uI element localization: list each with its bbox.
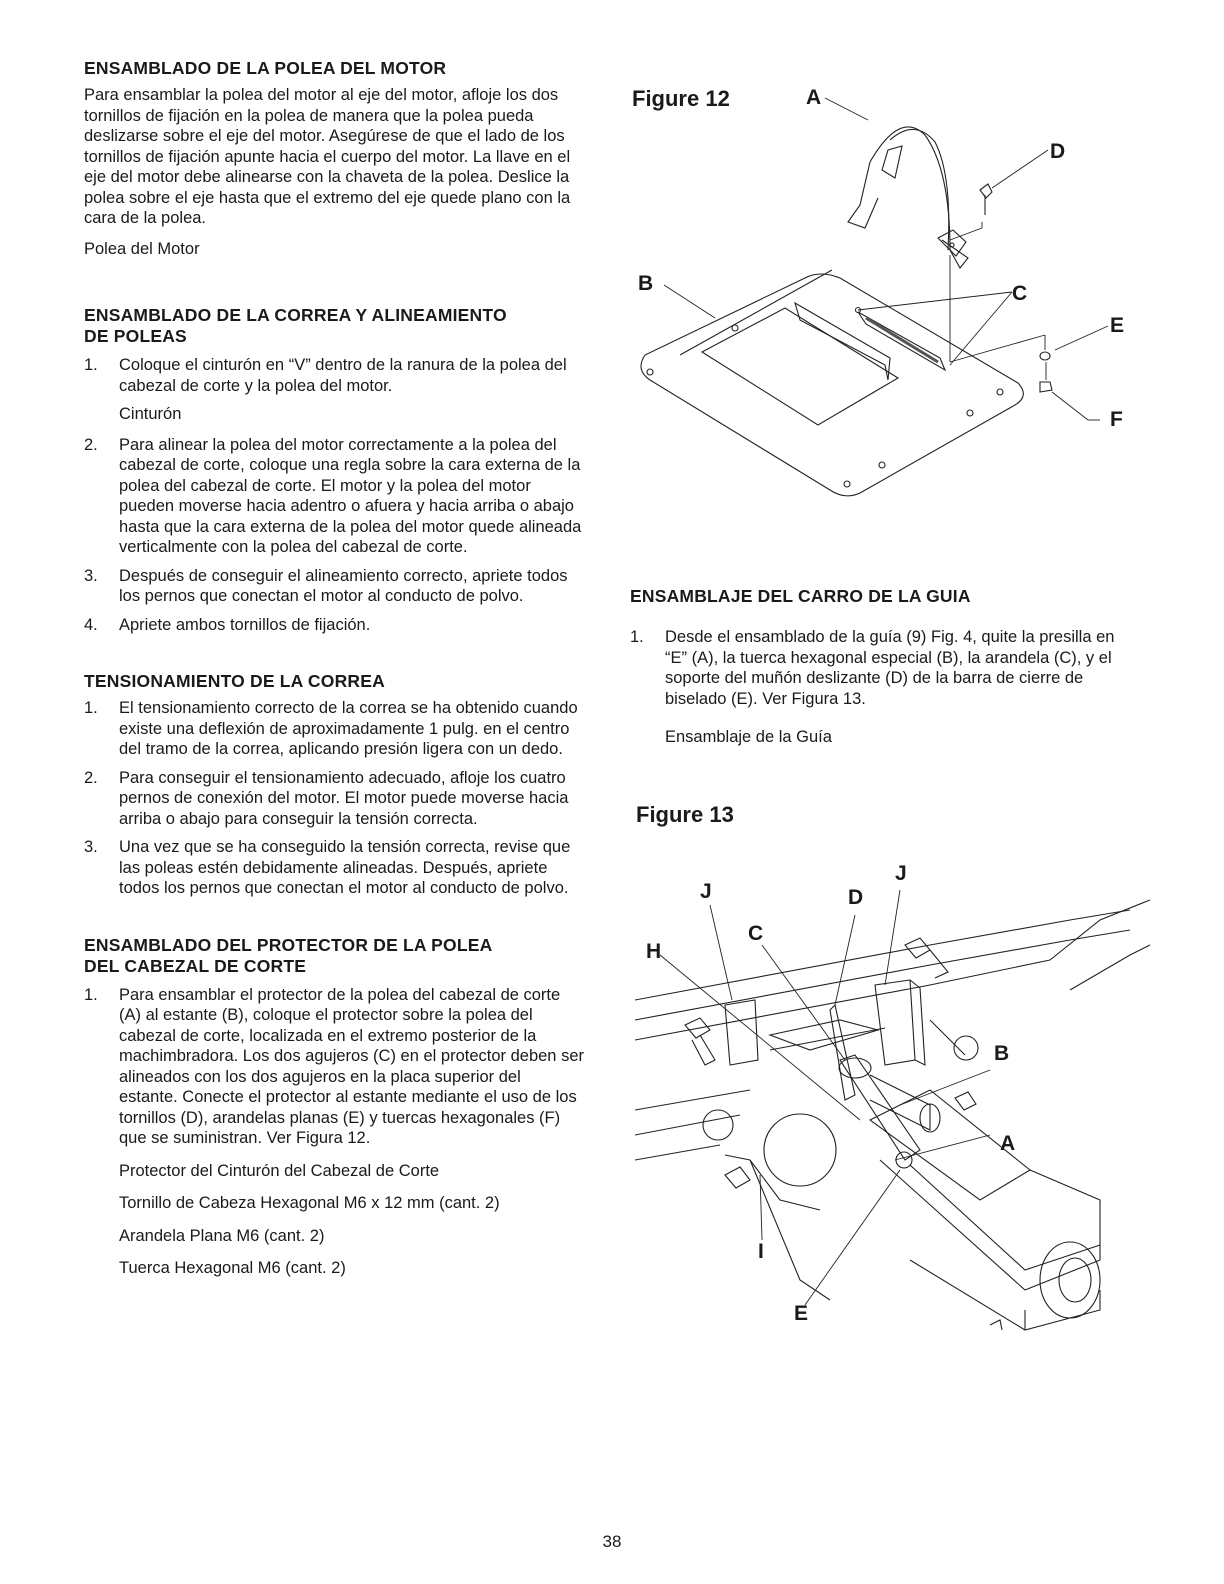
belt-tension-steps bbox=[84, 698, 584, 899]
left-column bbox=[84, 58, 584, 1291]
guard-title-line1: ENSAMBLADO DEL PROTECTOR DE LA POLEA bbox=[84, 934, 493, 955]
figure-12-callout-f: F bbox=[1110, 408, 1123, 431]
figure-13-title: Figure 13 bbox=[636, 802, 734, 827]
guard-steps bbox=[84, 985, 584, 1149]
guard-part-4: Tuerca Hexagonal M6 (cant. 2) bbox=[119, 1259, 346, 1277]
guard-part-3: Arandela Plana M6 (cant. 2) bbox=[119, 1226, 325, 1245]
list-item: 2. Para alinear la polea del motor correctamente a la polea del cabezal de corte, coloque una regla sobre la cara externa de la polea del cabezal de corte. El motor y la polea del motor pueden moverse hacia adentro o afuera y hacia arriba o abajo hasta que la cara externa de la polea del motor quede alineada verticalmente con la polea del cabezal de corte. bbox=[84, 435, 582, 556]
figure-13-callout-i: I bbox=[758, 1240, 764, 1263]
figure-12-callout-d: D bbox=[1050, 140, 1066, 163]
list-item: 1. Desde el ensamblado de la guía (9) Fig. 4, quite la presilla en “E” (A), la tuerca hexagonal especial (B), la arandela (C), y el soporte del muñón deslizante (D) de la barra de cierre de biselado (E). Ver Figura 13. bbox=[630, 628, 1115, 708]
section-title-motor-pulley: ENSAMBLADO DE LA POLEA DEL MOTOR bbox=[84, 58, 447, 78]
motor-pulley-part-label: Polea del Motor bbox=[84, 239, 200, 258]
section-title-belt-alignment bbox=[84, 305, 584, 347]
fence-carriage-steps bbox=[630, 627, 1130, 709]
belt-alignment-title-line2: DE POLEAS bbox=[84, 326, 187, 346]
list-item: 1. El tensionamiento correcto de la correa se ha obtenido cuando existe una deflexión de aproximadamente 1 pulg. en el centro del tramo de la correa, aplicando presión ligera con un dedo. bbox=[84, 699, 578, 758]
section-title-belt-tension: TENSIONAMIENTO DE LA CORREA bbox=[84, 671, 385, 691]
guard-part-2: Tornillo de Cabeza Hexagonal M6 x 12 mm (cant. 2) bbox=[119, 1194, 500, 1212]
right-column bbox=[630, 586, 1130, 758]
belt-alignment-title-line1: ENSAMBLADO DE LA CORREA Y ALINEAMIENTO bbox=[84, 305, 507, 325]
list-item: 3. Una vez que se ha conseguido la tensión correcta, revise que las poleas estén debidamente alineadas. Después, apriete todos los pernos que conectan el motor al conducto de polvo. bbox=[84, 838, 571, 897]
section-title-fence-carriage: ENSAMBLAJE DEL CARRO DE LA GUIA bbox=[630, 586, 971, 606]
belt-part-label: Cinturón bbox=[119, 405, 182, 423]
fence-carriage-part-label: Ensamblaje de la Guía bbox=[665, 728, 832, 746]
figure-12-callout-e: E bbox=[1110, 314, 1125, 337]
figure-13-callout-j-right: J bbox=[895, 862, 907, 885]
figure-13-callout-b: B bbox=[994, 1042, 1010, 1065]
list-item: 1. Coloque el cinturón en “V” dentro de la ranura de la polea del cabezal de corte y la polea del motor. bbox=[84, 356, 567, 395]
figure-12-callout-c: C bbox=[1012, 282, 1028, 305]
guard-part-1: Protector del Cinturón del Cabezal de Corte bbox=[119, 1161, 440, 1180]
belt-alignment-steps-continued bbox=[84, 435, 584, 636]
figure-12-callout-b: B bbox=[638, 272, 654, 295]
figure-13-callout-c: C bbox=[748, 922, 764, 945]
motor-pulley-body: Para ensamblar la polea del motor al eje del motor, afloje los dos tornillos de fijación en la polea de manera que la polea pueda deslizarse sobre el eje del motor. Asegúrese de que el lado de los tornillos de fijación apunte hacia el cuerpo del motor. La llave en el eje del motor debe alinearse con la chaveta de la polea. Deslice la polea sobre el eje hasta que el extremo del eje quede plano con la cara de la polea. bbox=[84, 86, 571, 227]
list-item: 3. Después de conseguir el alineamiento correcto, apriete todos los pernos que conectan el motor al conducto de polvo. bbox=[84, 566, 568, 605]
figure-13-callout-d: D bbox=[848, 886, 864, 909]
figure-13-callout-e: E bbox=[794, 1302, 809, 1325]
list-item: 2. Para conseguir el tensionamiento adecuado, afloje los cuatro pernos de conexión del motor. El motor puede moverse hacia arriba o abajo para conseguir la tensión correcta. bbox=[84, 768, 569, 828]
figure-13-callout-a: A bbox=[1000, 1132, 1016, 1155]
section-title-guard bbox=[84, 935, 584, 977]
figure-13-callout-h: H bbox=[646, 940, 662, 963]
figure-13-illustration bbox=[630, 860, 1160, 1380]
figure-12-callout-a: A bbox=[806, 86, 822, 109]
list-item: 4. Apriete ambos tornillos de fijación. bbox=[84, 615, 371, 634]
figure-13-callout-j-left: J bbox=[700, 880, 712, 903]
figure-12-illustration bbox=[620, 80, 1180, 510]
guard-title-line2: DEL CABEZAL DE CORTE bbox=[84, 955, 307, 976]
belt-alignment-steps bbox=[84, 355, 584, 396]
figure-12-title: Figure 12 bbox=[632, 86, 730, 111]
list-item: 1. Para ensamblar el protector de la polea del cabezal de corte (A) al estante (B), coloque el protector sobre la polea del cabezal de corte, localizada en el extremo posterior de la machimbradora. Los dos agujeros (C) en el protector deben ser alineados con los dos agujeros en la placa superior del estante. Conecte el protector al estante mediante el uso de los tornillos (D), arandelas planas (E) y tuercas hexagonales (F) que se suministran. Ver Figura 12. bbox=[84, 985, 584, 1147]
page-number: 38 bbox=[602, 1532, 622, 1551]
